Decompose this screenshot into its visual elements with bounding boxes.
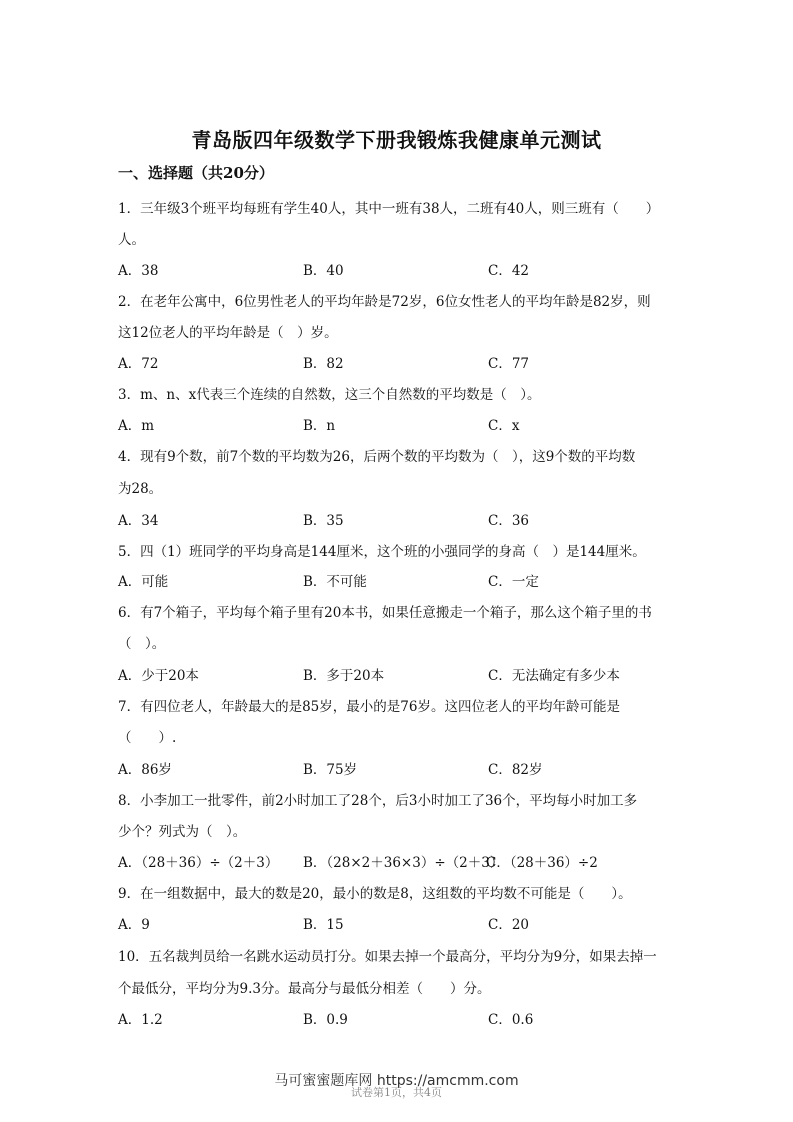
question-10-line-2: 个最低分，平均分为9.3分。最高分与最低分相差（ ）分。: [118, 981, 491, 997]
question-3-option-a: A．m: [118, 418, 155, 434]
question-2-option-b: B．82: [303, 356, 344, 372]
question-10-option-c: C．0.6: [488, 1012, 534, 1028]
question-9-option-a: A．9: [118, 917, 150, 933]
question-3-option-c: C．x: [488, 418, 520, 434]
question-1-option-a: A．38: [118, 263, 159, 279]
question-6-line-1: 6．有7个箱子，平均每个箱子里有20本书，如果任意搬走一个箱子，那么这个箱子里的书: [118, 605, 652, 621]
question-8-option-b: B．（28×2＋36×3）÷（2＋3）: [303, 855, 504, 871]
question-5-option-a: A．可能: [118, 574, 169, 590]
question-10-option-b: B．0.9: [303, 1012, 348, 1028]
question-1-option-c: C．42: [488, 263, 530, 279]
question-4-line-2: 为28。: [118, 481, 163, 497]
question-7-line-2: （ ）.: [118, 730, 177, 746]
question-1-line-2: 人。: [118, 232, 145, 248]
question-3-option-b: B．n: [303, 418, 336, 434]
section-heading: 一、选择题（共20分）: [118, 164, 274, 182]
question-1-option-b: B．40: [303, 263, 344, 279]
question-5-line-1: 5．四（1）班同学的平均身高是144厘米，这个班的小强同学的身高（ ）是144厘米。: [118, 544, 646, 560]
question-2-option-a: A．72: [118, 356, 159, 372]
question-10-option-a: A．1.2: [118, 1012, 163, 1028]
question-4-option-a: A．34: [118, 513, 159, 529]
question-2-line-2: 这12位老人的平均年龄是（ ）岁。: [118, 325, 338, 341]
question-9-line-1: 9．在一组数据中，最大的数是20，最小的数是8，这组数的平均数不可能是（ ）。: [118, 886, 632, 902]
footer-watermark[interactable]: 马可蜜蜜题库网 https://amcmm.com: [274, 1073, 519, 1089]
question-7-option-b: B．75岁: [303, 762, 358, 778]
question-3-line-1: 3．m、n、x代表三个连续的自然数，这三个自然数的平均数是（ ）。: [118, 387, 541, 403]
question-7-option-c: C．82岁: [488, 762, 543, 778]
question-6-line-2: （ ）。: [118, 636, 166, 652]
page-title: 青岛版四年级数学下册我锻炼我健康单元测试: [191, 128, 602, 152]
question-7-line-1: 7．有四位老人，年龄最大的是85岁，最小的是76岁。这四位老人的平均年龄可能是: [118, 699, 620, 715]
question-6-option-c: C．无法确定有多少本: [488, 668, 620, 684]
question-2-option-c: C．77: [488, 356, 530, 372]
question-1-line-1: 1．三年级3个班平均每班有学生40人，其中一班有38人，二班有40人，则三班有（ ）: [118, 201, 660, 217]
question-5-option-c: C．一定: [488, 574, 539, 590]
question-10-line-1: 10．五名裁判员给一名跳水运动员打分。如果去掉一个最高分，平均分为9分，如果去掉一: [118, 949, 657, 965]
question-8-option-c: C．（28＋36）÷2: [486, 855, 598, 871]
question-2-line-1: 2．在老年公寓中，6位男性老人的平均年龄是72岁，6位女性老人的平均年龄是82岁，则: [118, 294, 651, 310]
question-9-option-b: B．15: [303, 917, 344, 933]
page-number: 试卷第1页，共4页: [351, 1086, 442, 1099]
question-6-option-a: A．少于20本: [118, 668, 199, 684]
question-8-line-2: 少个？列式为（ ）。: [118, 824, 247, 840]
question-8-option-a: A．（28＋36）÷（2＋3）: [118, 855, 279, 871]
question-9-option-c: C．20: [488, 917, 530, 933]
question-4-option-c: C．36: [488, 513, 530, 529]
question-4-line-1: 4．现有9个数，前7个数的平均数为26，后两个数的平均数为（ ），这9个数的平均数: [118, 449, 636, 465]
question-7-option-a: A．86岁: [118, 762, 172, 778]
question-6-option-b: B．多于20本: [303, 668, 385, 684]
question-5-option-b: B．不可能: [303, 574, 367, 590]
question-8-line-1: 8．小李加工一批零件，前2小时加工了28个，后3小时加工了36个，平均每小时加工多: [118, 793, 638, 809]
question-4-option-b: B．35: [303, 513, 344, 529]
